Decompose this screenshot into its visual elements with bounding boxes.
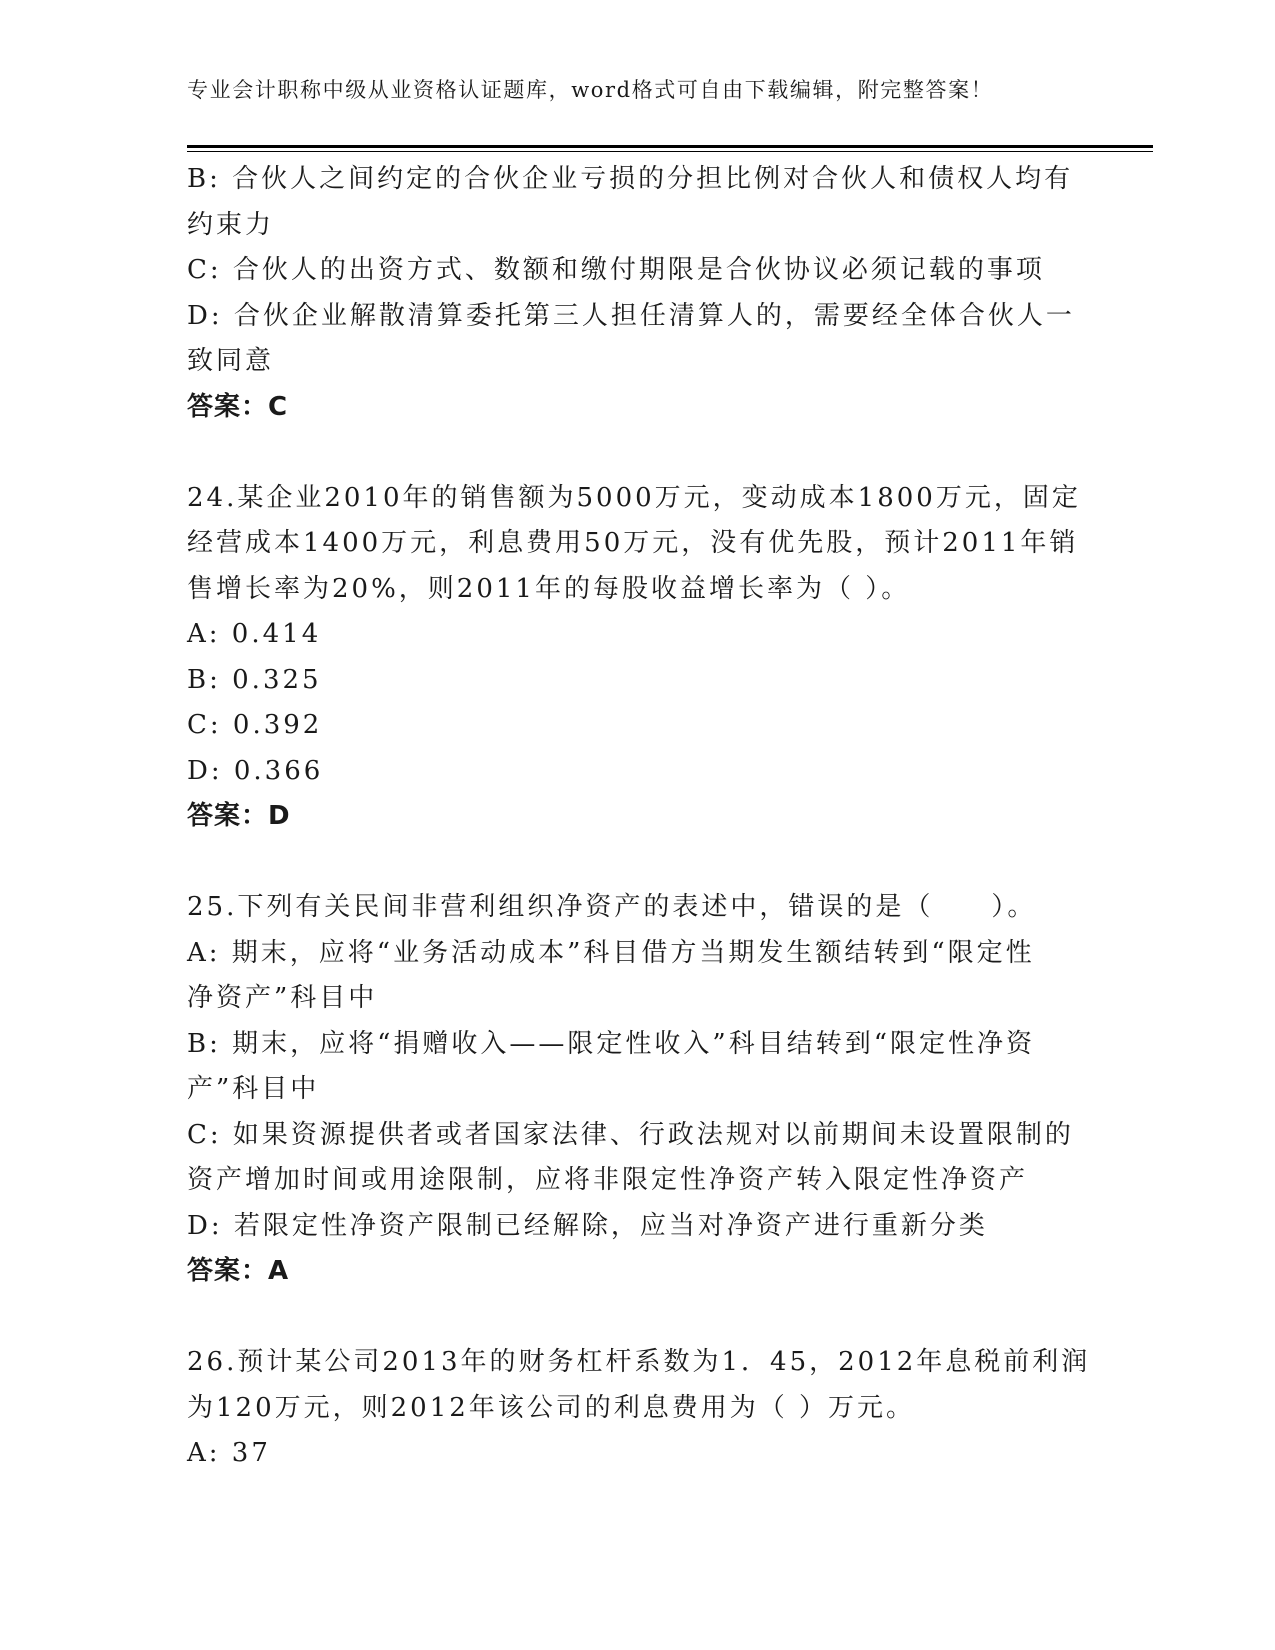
- q26-stem-line2: 为120万元，则2012年该公司的利息费用为（ ）万元。: [187, 1392, 916, 1423]
- q25-option-b-line1: B: 期末，应将“捐赠收入——限定性收入”科目结转到“限定性净资: [187, 1028, 1036, 1059]
- q24-stem-line3: 售增长率为20%，则2011年的每股收益增长率为（ ）。: [187, 573, 911, 604]
- q23-option-b-line1: B: 合伙人之间约定的合伙企业亏损的分担比例对合伙人和债权人均有: [187, 164, 1074, 194]
- header-rule-thick: [187, 145, 1153, 148]
- q25-stem: 25.下列有关民间非营利组织净资产的表述中，错误的是（ ）。: [187, 892, 1037, 922]
- q24-option-a: A: 0.414: [187, 619, 322, 649]
- q25-option-b-line2: 产”科目中: [187, 1074, 320, 1104]
- q23-option-b-line2: 约束力: [187, 209, 275, 240]
- q25-option-d: D: 若限定性净资产限制已经解除，应当对净资产进行重新分类: [187, 1210, 988, 1241]
- q24-stem-line2: 经营成本1400万元，利息费用50万元，没有优先股，预计2011年销: [187, 528, 1079, 558]
- q23-option-d-line2: 致同意: [187, 346, 275, 376]
- q23-option-c: C: 合伙人的出资方式、数额和缴付期限是合伙协议必须记载的事项: [187, 255, 1045, 285]
- q25-option-c-line1: C: 如果资源提供者或者国家法律、行政法规对以前期间未设置限制的: [187, 1119, 1074, 1150]
- page-header: 专业会计职称中级从业资格认证题库，word格式可自由下载编辑，附完整答案！: [187, 78, 994, 102]
- q25-option-c-line2: 资产增加时间或用途限制，应将非限定性净资产转入限定性净资产: [187, 1165, 1029, 1195]
- spacer: [187, 1295, 1087, 1341]
- q24-option-c: C: 0.392: [187, 710, 323, 740]
- header-rule-thin: [187, 151, 1153, 152]
- spacer: [187, 430, 1087, 476]
- document-body: [187, 157, 1091, 1477]
- q23-answer: 答案：C: [187, 391, 289, 422]
- q24-answer: 答案：D: [187, 801, 291, 831]
- q26-stem-line1: 26.预计某公司2013年的财务杠杆系数为1．45，2012年息税前利润: [187, 1347, 1091, 1377]
- q25-option-a-line2: 净资产”科目中: [187, 983, 378, 1013]
- spacer: [187, 840, 1087, 886]
- q24-option-d: D: 0.366: [187, 755, 324, 786]
- q24-stem-line1: 24.某企业2010年的销售额为5000万元，变动成本1800万元，固定: [187, 482, 1081, 513]
- q25-option-a-line1: A: 期末，应将“业务活动成本”科目借方当期发生额结转到“限定性: [187, 937, 1035, 968]
- q25-answer: 答案：A: [187, 1256, 290, 1286]
- q26-option-a: A: 37: [187, 1438, 271, 1468]
- q23-option-d-line1: D: 合伙企业解散清算委托第三人担任清算人的，需要经全体合伙人一: [187, 300, 1075, 331]
- q24-option-b: B: 0.325: [187, 664, 322, 695]
